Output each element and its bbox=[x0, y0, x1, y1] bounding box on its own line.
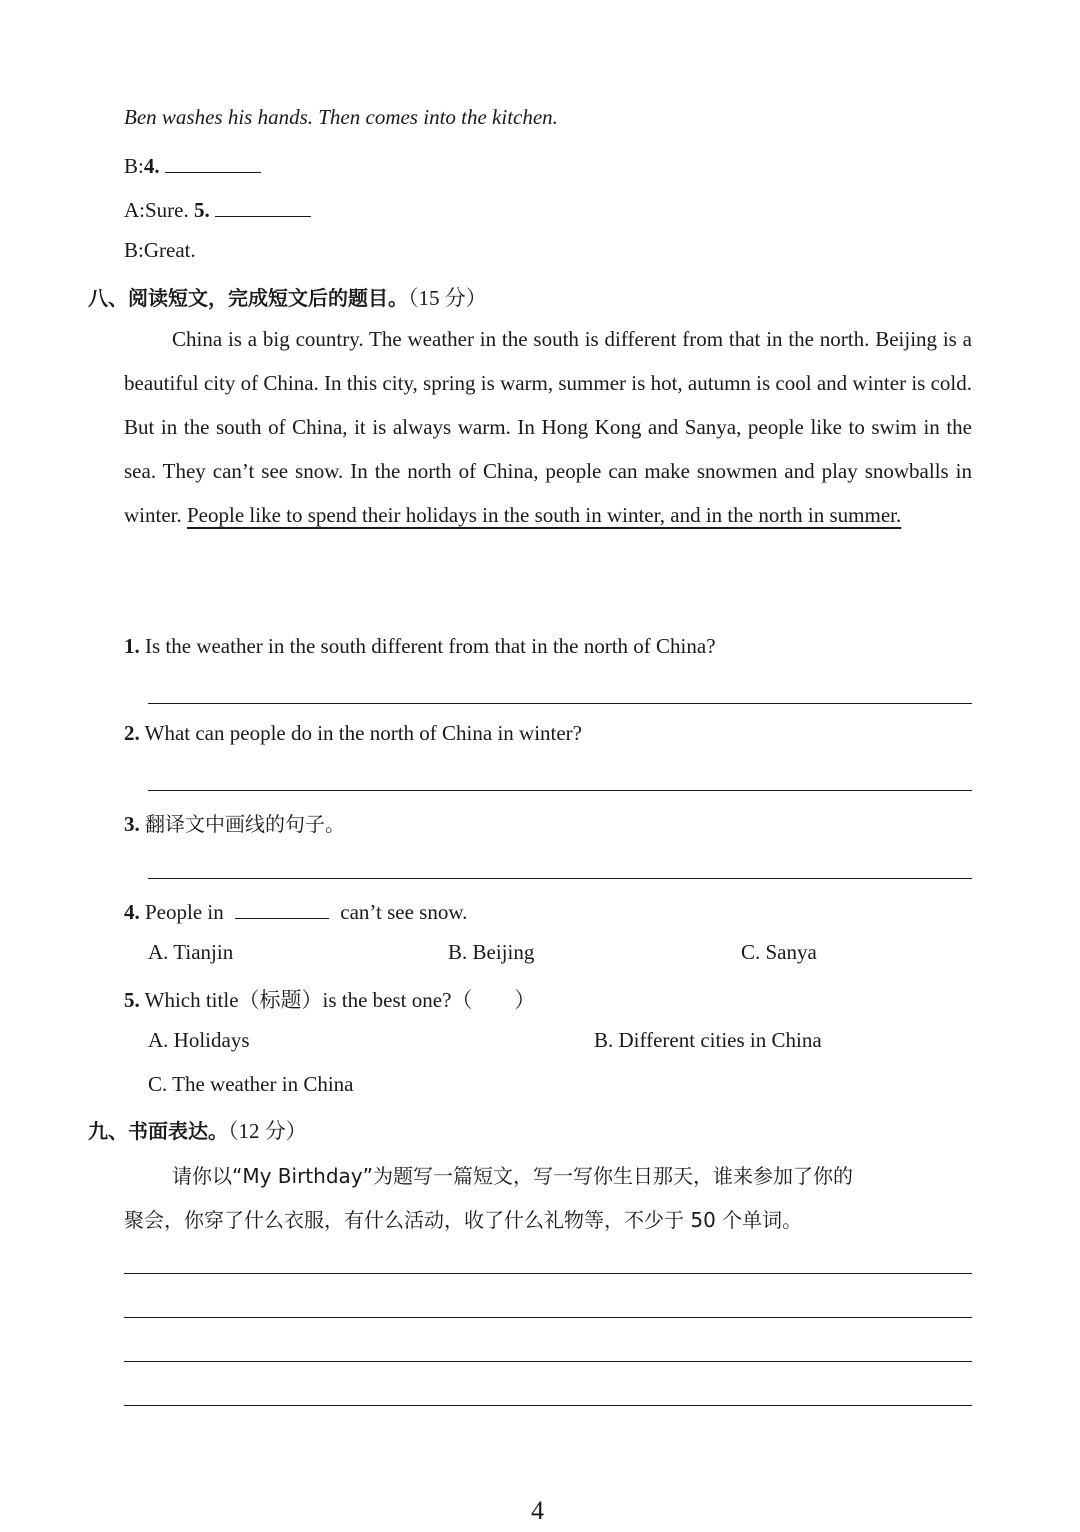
question-3 bbox=[124, 808, 345, 837]
section-8-heading bbox=[88, 282, 487, 312]
section-9-title: 九、书面表达。 bbox=[88, 1119, 228, 1143]
q4-option-a[interactable]: A. Tianjin bbox=[148, 940, 234, 964]
question-2 bbox=[124, 721, 582, 746]
writing-prompt-line-1: 请你以“My Birthday”为题写一篇短文，写一写你生日那天，谁来参加了你的 bbox=[172, 1164, 853, 1188]
question-1 bbox=[124, 634, 716, 659]
question-text: Which title（标题）is the best one?（ ） bbox=[144, 988, 536, 1012]
reading-passage bbox=[124, 317, 972, 537]
dialogue-a-line-5 bbox=[124, 194, 311, 223]
writing-prompt-line-2: 聚会，你穿了什么衣服，有什么活动，收了什么礼物等，不少于 50 个单词。 bbox=[124, 1208, 803, 1232]
writing-line-3[interactable] bbox=[124, 1361, 972, 1362]
question-number: 5. bbox=[124, 988, 140, 1012]
answer-line-q2[interactable] bbox=[148, 790, 972, 791]
q5-option-a[interactable]: A. Holidays bbox=[148, 1028, 250, 1052]
q5-option-c[interactable]: C. The weather in China bbox=[148, 1072, 354, 1096]
question-4 bbox=[124, 896, 467, 925]
speaker-b: B: bbox=[124, 154, 144, 178]
question-5 bbox=[124, 984, 535, 1014]
dialogue-b-great: B:Great. bbox=[124, 238, 196, 262]
question-text-before: People in bbox=[145, 900, 224, 924]
question-number: 2. bbox=[124, 721, 140, 745]
dialogue-b-line-4 bbox=[124, 150, 261, 179]
underlined-sentence: People like to spend their holidays in the south in winter, and in the north in summer. bbox=[187, 503, 902, 527]
speaker-a: A:Sure. bbox=[124, 198, 189, 222]
q4-option-b[interactable]: B. Beijing bbox=[448, 940, 535, 964]
q5-option-b[interactable]: B. Different cities in China bbox=[594, 1028, 822, 1052]
section-9-score: （12 分） bbox=[228, 1119, 307, 1143]
blank-number-4: 4. bbox=[143, 154, 160, 178]
blank-number-5: 5. bbox=[194, 198, 210, 222]
page-number: 4 bbox=[531, 1496, 544, 1525]
answer-blank-q4[interactable] bbox=[235, 896, 329, 919]
answer-line-q1[interactable] bbox=[148, 703, 972, 704]
answer-blank-4[interactable] bbox=[165, 150, 261, 173]
q4-option-c[interactable]: C. Sanya bbox=[741, 940, 817, 964]
answer-blank-5[interactable] bbox=[215, 194, 311, 217]
section-8-score: （15 分） bbox=[408, 286, 487, 310]
dialogue-line-ben: Ben washes his hands. Then comes into the kitchen. bbox=[124, 105, 558, 129]
question-text: What can people do in the north of China in winter? bbox=[144, 721, 582, 745]
question-number: 1. bbox=[124, 634, 140, 658]
answer-line-q3[interactable] bbox=[148, 878, 972, 879]
question-number: 4. bbox=[124, 900, 140, 924]
question-text: 翻译文中画线的句子。 bbox=[145, 812, 345, 836]
question-number: 3. bbox=[124, 812, 140, 836]
writing-line-2[interactable] bbox=[124, 1317, 972, 1318]
question-text: Is the weather in the south different from that in the north of China? bbox=[145, 634, 716, 658]
question-text-after: can’t see snow. bbox=[340, 900, 468, 924]
writing-line-4[interactable] bbox=[124, 1405, 972, 1406]
passage-text: China is a big country. The weather in the south is different from that in the north. Beijing is a beautiful city of China. In this city, spring is warm, summer is hot, autumn is cool and winter is cold. But in the south of China, it is always warm. In Hong Kong and Sanya, people like to swim in the sea. They can’t see snow. In the north of China, people can make snowmen and play snowballs in winter. bbox=[124, 327, 972, 527]
section-8-title: 八、阅读短文，完成短文后的题目。 bbox=[88, 286, 408, 310]
section-9-heading bbox=[88, 1115, 307, 1145]
writing-line-1[interactable] bbox=[124, 1273, 972, 1274]
